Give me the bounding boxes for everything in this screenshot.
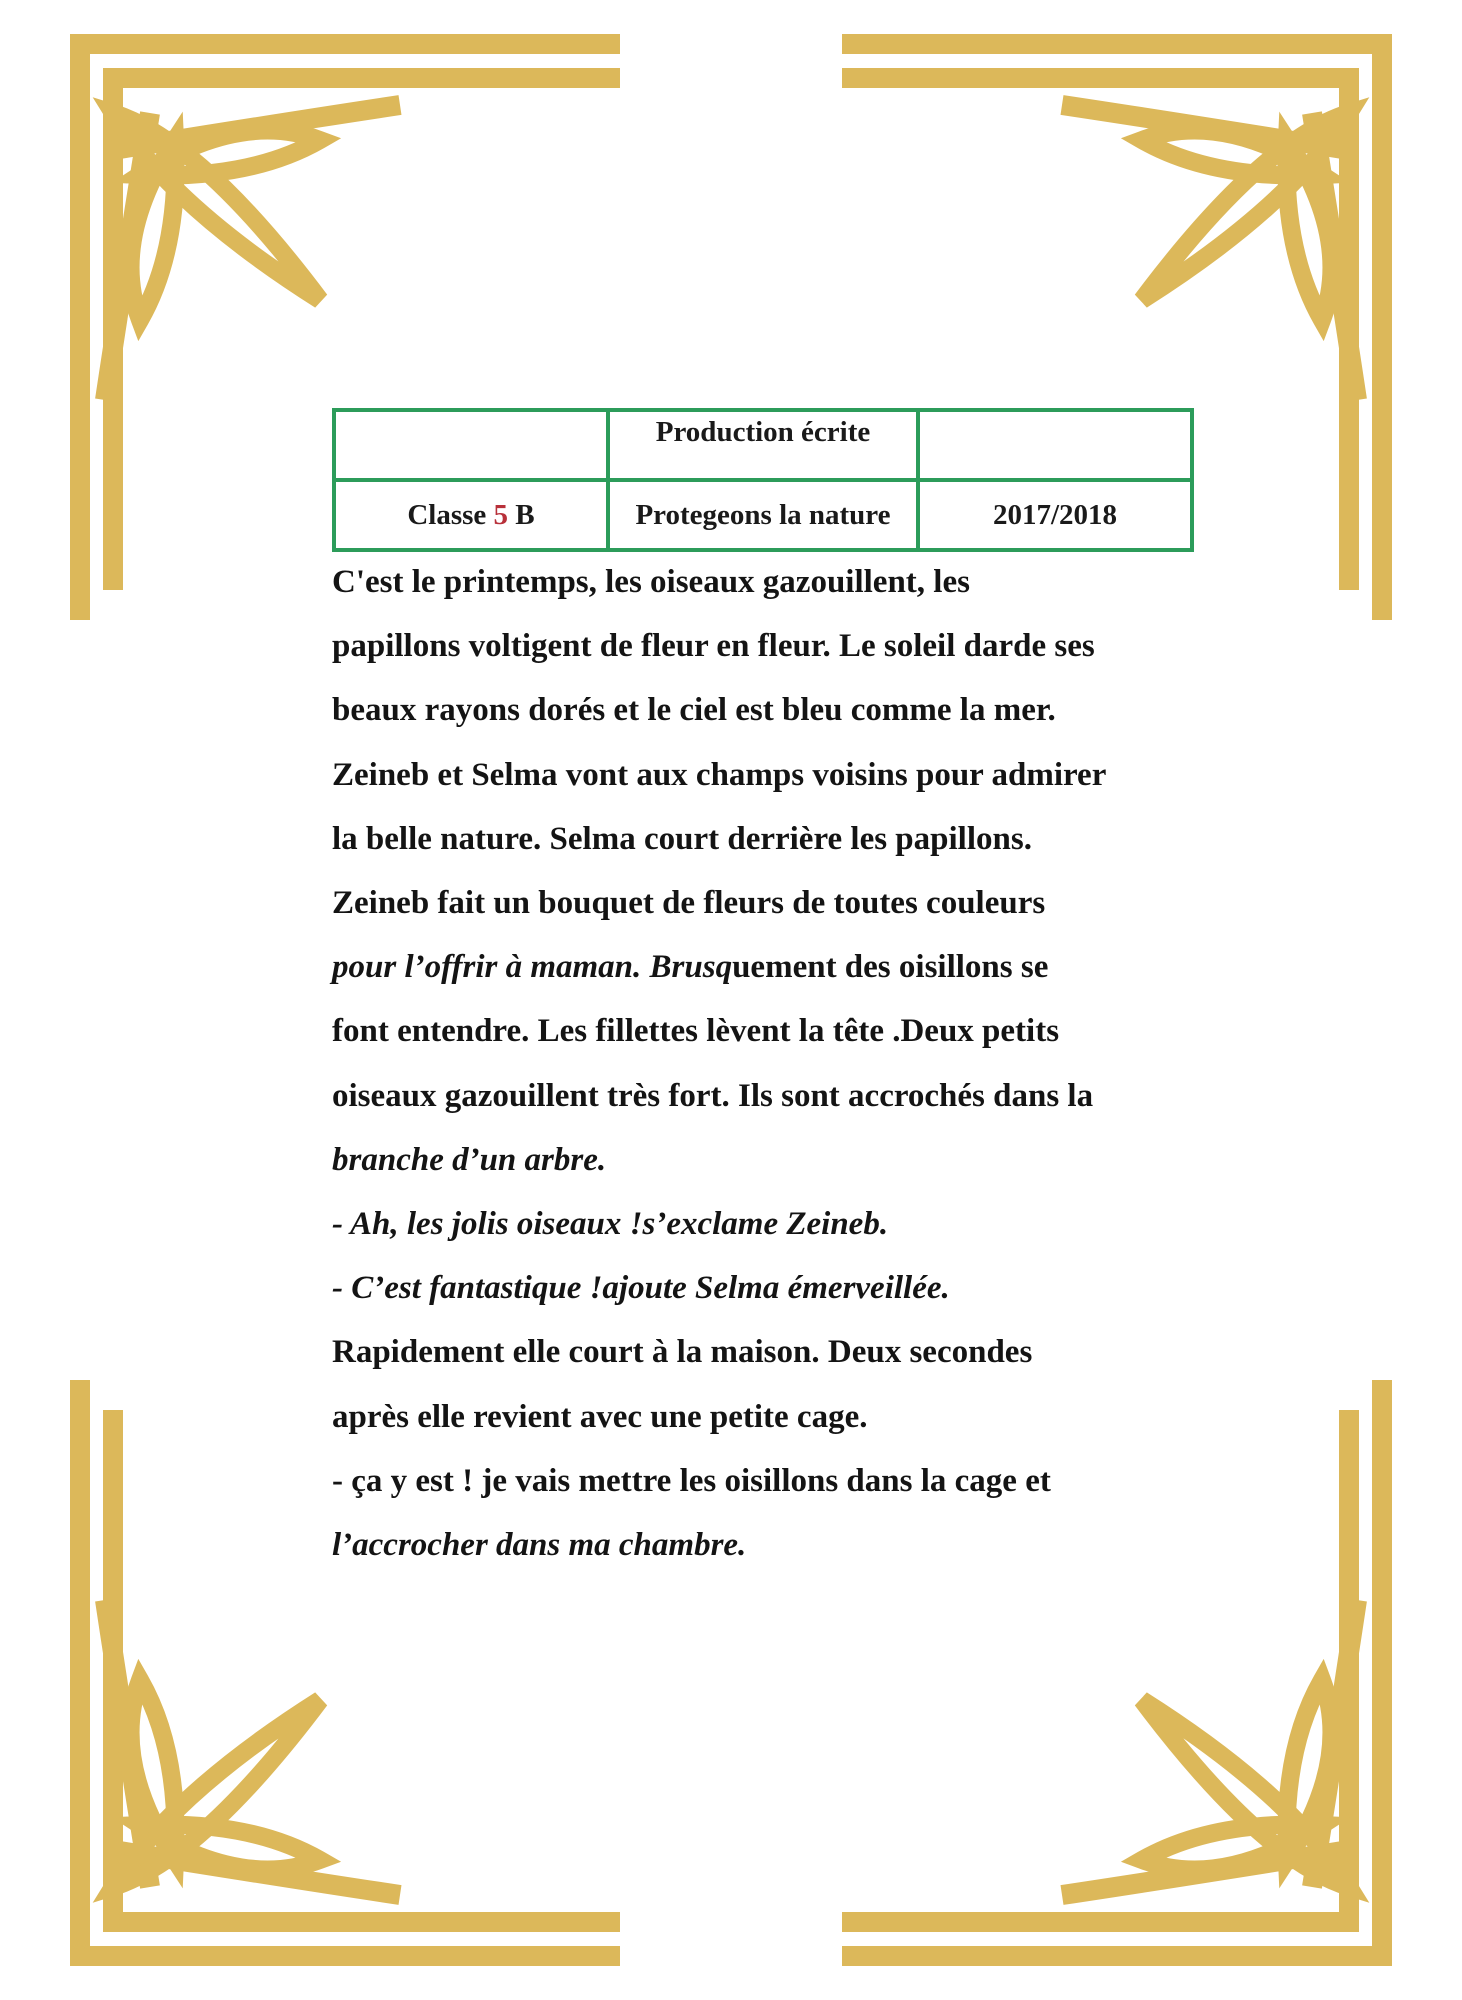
header-cell-empty-right [918, 410, 1192, 480]
header-row-2 [334, 480, 1192, 550]
header-cell-title: Protegeons la nature [608, 480, 918, 550]
header-cell-empty-left [334, 410, 608, 480]
text-line: C'est le printemps, les oiseaux gazouillent, les [332, 564, 970, 600]
text-line: Rapidement elle court à la maison. Deux secondes [332, 1334, 1033, 1371]
class-label: Classe [407, 498, 494, 531]
header-cell-year: 2017/2018 [918, 480, 1192, 550]
text-line: l’accrocher dans ma chambre. [332, 1527, 747, 1564]
text-line: Zeineb fait un bouquet de fleurs de toutes couleurs [332, 885, 1046, 922]
header-cell-class [334, 480, 608, 550]
document-page [296, 360, 1204, 1650]
dialogue-line: - ça y est ! je vais mettre les oisillons dans la cage et [332, 1462, 1051, 1499]
text-fragment: uement des oisillons se [732, 949, 1049, 986]
text-line: beaux rayons dorés et le ciel est bleu comme la mer. [332, 692, 1056, 729]
text-line: la belle nature. Selma court derrière les papillons. [332, 820, 1032, 857]
text-line: oiseaux gazouillent très fort. Ils sont accrochés dans la [332, 1077, 1094, 1114]
text-italic-fragment: pour l’offrir à maman. Brusq [332, 949, 733, 986]
header-table [332, 408, 1194, 552]
text-line: Zeineb et Selma vont aux champs voisins pour admirer [332, 756, 1107, 793]
header-cell-subject: Production écrite [608, 410, 918, 480]
text-line: papillons voltigent de fleur en fleur. Le soleil darde ses [332, 628, 1095, 665]
dialogue-line: - C’est fantastique !ajoute Selma émerveillée. [332, 1270, 950, 1307]
class-number: 5 [493, 498, 509, 531]
text-line: après elle revient avec une petite cage. [332, 1398, 868, 1435]
header-row-1 [334, 410, 1192, 480]
story-text [332, 550, 1192, 1577]
text-line: font entendre. Les fillettes lèvent la tête .Deux petits [332, 1013, 1060, 1050]
text-line [332, 935, 1192, 999]
class-section: B [508, 498, 535, 531]
dialogue-line: - Ah, les jolis oiseaux !s’exclame Zeineb. [332, 1206, 889, 1243]
text-line: branche d’un arbre. [332, 1141, 607, 1178]
